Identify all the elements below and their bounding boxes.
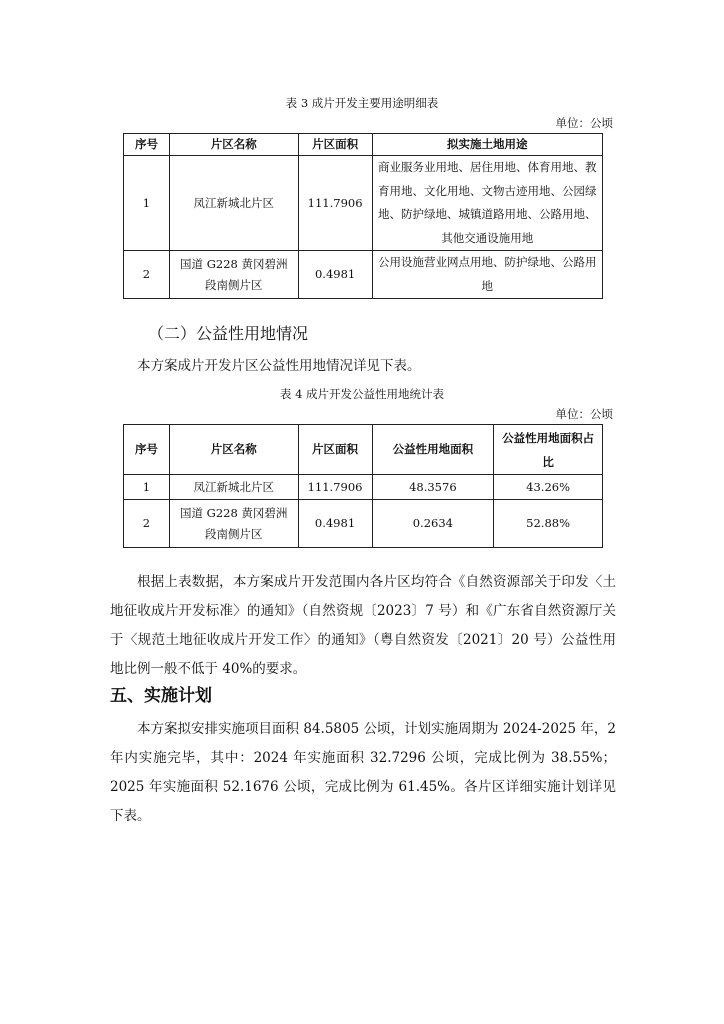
- table4: [123, 424, 603, 548]
- section2-intro: 本方案成片开发片区公益性用地情况详见下表。: [137, 358, 421, 374]
- table3-cell-area: 111.7906: [298, 156, 372, 251]
- table3-cell-use: 商业服务业用地、居住用地、体育用地、教育用地、文化用地、文物古迹用地、公园绿地、防护绿地、城镇道路用地、公路用地、其他交通设施用地: [372, 156, 602, 251]
- table-row: [124, 500, 603, 548]
- table4-cell-ratio: 52.88%: [494, 500, 603, 548]
- table3-cell-use: 公用设施营业网点用地、防护绿地、公路用地: [372, 251, 602, 299]
- table4-header-no: 序号: [124, 425, 170, 475]
- table4-cell-public-area: 48.3576: [372, 475, 494, 500]
- section5-heading: 五、实施计划: [110, 686, 212, 706]
- table4-cell-area: 0.4981: [298, 500, 372, 548]
- table4-cell-no: 1: [124, 475, 170, 500]
- table4-header-area: 片区面积: [298, 425, 372, 475]
- table4-cell-no: 2: [124, 500, 170, 548]
- table4-cell-area: 111.7906: [298, 475, 372, 500]
- table3: [123, 133, 603, 299]
- table3-caption: 表 3 成片开发主要用途明细表: [285, 96, 439, 110]
- table3-header-row: [124, 134, 603, 156]
- table4-cell-public-area: 0.2634: [372, 500, 494, 548]
- section5-paragraph: 本方案拟安排实施项目面积 84.5805 公顷，计划实施周期为 2024-2025 年，2 年内实施完毕，其中：2024 年实施面积 32.7296 公顷，完成比例为 38.55%；2025 年实施面积 52.1676 公顷，完成比例为 61.45%。各片区详细实施计划详见下表。: [110, 721, 616, 824]
- table4-header-row: [124, 425, 603, 475]
- compliance-paragraph: 根据上表数据，本方案成片开发范围内各片区均符合《自然资源部关于印发〈土地征收成片开发标准〉的通知》（自然资规〔2023〕7 号）和《广东省自然资源厅关于〈规范土地征收成片开发工作〉的通知》（粤自然资发〔2021〕20 号）公益性用地比例一般不低于 40%的要求。: [110, 574, 616, 677]
- table4-unit: 单位：公顷: [555, 407, 613, 421]
- table4-cell-name: 凤江新城北片区: [169, 475, 298, 500]
- table4-header-public-area: 公益性用地面积: [372, 425, 494, 475]
- table-row: [124, 475, 603, 500]
- section2-heading: （二）公益性用地情况: [148, 324, 309, 343]
- table3-cell-area: 0.4981: [298, 251, 372, 299]
- table4-cell-name: 国道 G228 黄冈碧洲段南侧片区: [169, 500, 298, 548]
- table4-header-ratio: 公益性用地面积占比: [494, 425, 603, 475]
- table4-caption: 表 4 成片开发公益性用地统计表: [279, 387, 445, 401]
- table3-header-no: 序号: [124, 134, 170, 156]
- table3-unit: 单位：公顷: [555, 116, 613, 130]
- table-row: [124, 251, 603, 299]
- table3-cell-name: 凤江新城北片区: [169, 156, 298, 251]
- table4-cell-ratio: 43.26%: [494, 475, 603, 500]
- table-row: [124, 156, 603, 251]
- table3-cell-name: 国道 G228 黄冈碧洲段南侧片区: [169, 251, 298, 299]
- table3-cell-no: 1: [124, 156, 170, 251]
- table3-header-name: 片区名称: [169, 134, 298, 156]
- table4-header-name: 片区名称: [169, 425, 298, 475]
- table3-cell-no: 2: [124, 251, 170, 299]
- table3-header-area: 片区面积: [298, 134, 372, 156]
- table3-header-use: 拟实施土地用途: [372, 134, 602, 156]
